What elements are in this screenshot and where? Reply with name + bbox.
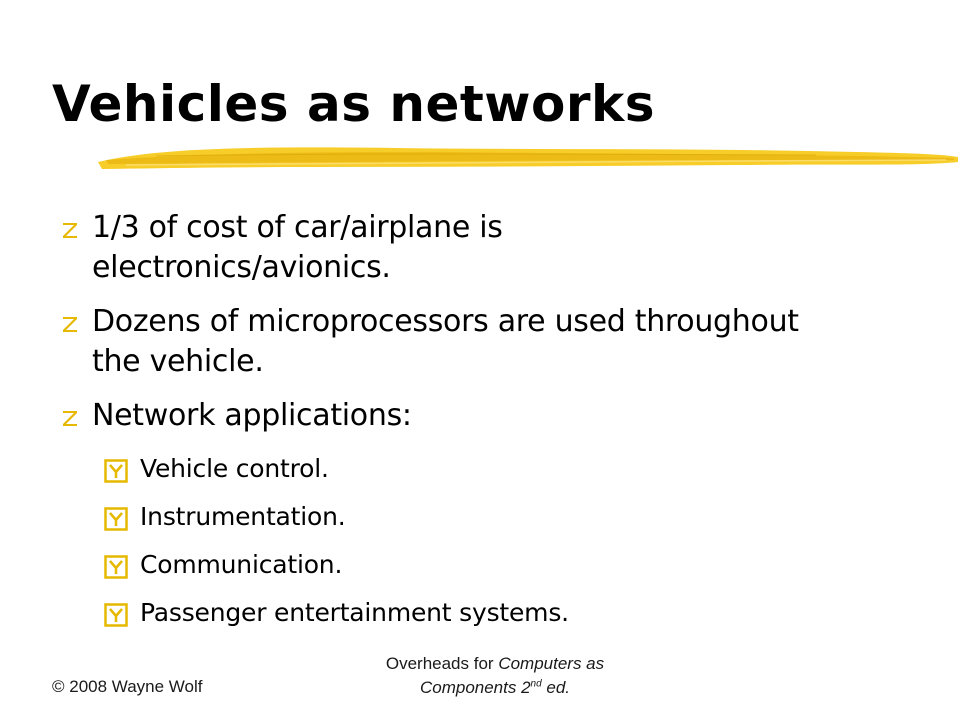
footer-line-1-italic: Computers as [498,654,605,673]
sub-bullet-item [104,500,569,534]
footer-course-title [340,652,650,700]
z-bullet-icon [60,220,80,240]
footer-line-2 [340,676,650,700]
bullet-text: 1/3 of cost of car/airplane is [92,210,503,245]
bullet-text: electronics/avionics. [92,250,391,285]
bullet-item [56,302,936,382]
sub-bullet-item [104,596,569,630]
bullet-item [56,396,936,436]
bullet-text: Network applications: [92,398,412,433]
y-boxed-bullet-icon [104,459,128,483]
y-boxed-bullet-icon [104,603,128,627]
z-bullet-icon [60,408,80,428]
footer-copyright: © 2008 Wayne Wolf [52,677,203,696]
bullet-text: Dozens of microprocessors are used throughout [92,304,799,339]
sub-bullet-text: Instrumentation. [140,502,346,531]
y-boxed-bullet-icon [104,507,128,531]
footer-line-1-prefix: Overheads for [385,654,499,673]
y-boxed-bullet-icon [104,555,128,579]
bullet-item [56,208,936,288]
sub-bullet-item [104,548,569,582]
slide-title: Vehicles as networks [52,75,655,133]
footer-line-1 [340,652,650,676]
footer-line-2-sup: nd [530,678,542,690]
footer-line-2-main: Components 2 [419,678,531,697]
sub-bullet-list [104,452,569,644]
sub-bullet-text: Communication. [140,550,343,579]
footer-line-2-suffix: ed. [541,678,571,697]
bullet-text: the vehicle. [92,344,264,379]
sub-bullet-item [104,452,569,486]
sub-bullet-text: Vehicle control. [140,454,329,483]
bullet-list [56,208,936,450]
z-bullet-icon [60,314,80,334]
sub-bullet-text: Passenger entertainment systems. [140,598,569,627]
brush-stroke-underline [96,138,960,176]
